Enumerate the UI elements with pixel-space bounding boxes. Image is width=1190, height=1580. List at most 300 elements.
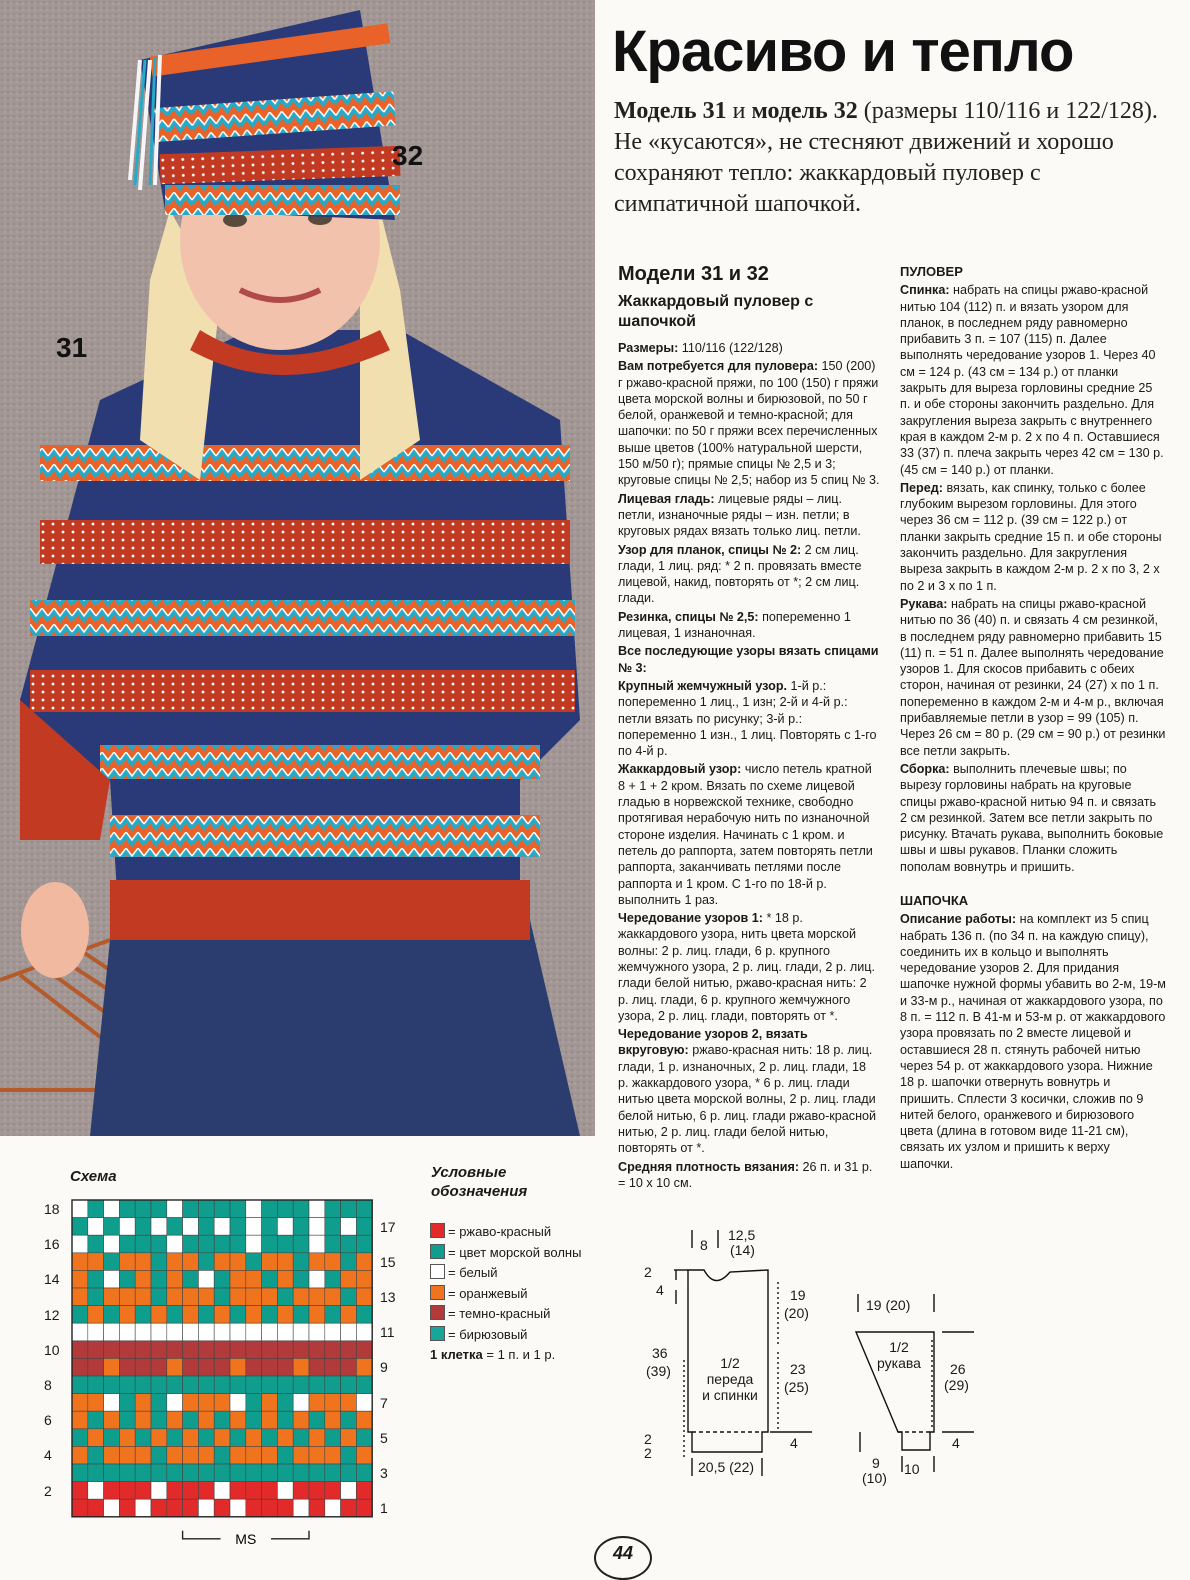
col1-paragraphs <box>618 340 880 1191</box>
chart-cell <box>356 1218 372 1236</box>
center-half: 1/2 <box>720 1355 740 1371</box>
col1-paragraph <box>618 542 880 607</box>
chart-cell <box>104 1429 120 1447</box>
chart-cell <box>341 1394 357 1412</box>
chart-cell <box>119 1253 135 1271</box>
chart-cell <box>246 1253 262 1271</box>
chart-row-number-right: 13 <box>380 1289 396 1305</box>
chart-row-number-left: 12 <box>44 1306 60 1323</box>
intro-and: и <box>726 98 752 124</box>
chart-cell <box>104 1200 120 1218</box>
chart-cell <box>104 1394 120 1412</box>
sleeve-center-half: 1/2 <box>889 1339 909 1355</box>
chart-cell <box>167 1288 183 1306</box>
chart-cell <box>214 1394 230 1412</box>
chart-cell <box>325 1288 341 1306</box>
chart-cell <box>183 1200 199 1218</box>
chart-row-number-right: 15 <box>380 1253 396 1270</box>
legend-cell-note <box>430 1345 581 1366</box>
dim-39: (39) <box>646 1363 671 1379</box>
chart-cell <box>356 1270 372 1288</box>
chart-cell <box>262 1323 278 1341</box>
col1-label: Чередование узоров 2, вязать вкруговую: <box>618 1027 808 1058</box>
chart-cell <box>309 1499 325 1517</box>
chart-cell <box>214 1499 230 1517</box>
chart-cell <box>214 1253 230 1271</box>
chart-cell <box>198 1358 214 1376</box>
chart-cell <box>246 1446 262 1464</box>
chart-cell <box>214 1270 230 1288</box>
chart-cell <box>183 1429 199 1447</box>
pullover-label: Перед: <box>900 480 943 495</box>
chart-cell <box>104 1323 120 1341</box>
pullover-label: Сборка: <box>900 761 950 776</box>
chart-cell <box>198 1235 214 1253</box>
chart-cell <box>119 1323 135 1341</box>
chart-cell <box>277 1482 293 1500</box>
chart-cell <box>183 1341 199 1359</box>
chart-cell <box>104 1306 120 1324</box>
chart-cell <box>135 1323 151 1341</box>
chart-cell <box>309 1218 325 1236</box>
chart-cell <box>183 1376 199 1394</box>
col1-text: попеременно 1 лицевая, 1 изнаночная. <box>618 609 851 641</box>
chart-cell <box>88 1499 104 1517</box>
chart-cell <box>356 1306 372 1324</box>
chart-cell <box>246 1499 262 1517</box>
col1-text: лицевые ряды – лиц. петли, изнаночные ряды – изн. петли; в круговых рядах вязать только лиц. петли. <box>618 491 861 539</box>
chart-cell <box>183 1235 199 1253</box>
chart-cell <box>325 1482 341 1500</box>
legend-swatch <box>430 1264 445 1279</box>
chart-cell <box>262 1464 278 1482</box>
chart-cell <box>230 1446 246 1464</box>
chart-cell <box>341 1411 357 1429</box>
chart-cell <box>135 1288 151 1306</box>
pullover-text: вязать, как спинку, только с более глубоким вырезом горловины. Для этого через 36 см = 112 р. (39 см = 122 р.) от планки закрыть средние 15 п. и обе стороны закончить раздельно. Для закругления выреза закрыть в каждом 2-м р. 2 х по 3, 2 х по 2 и 3 х по 1 п. <box>900 480 1162 593</box>
col1-paragraph <box>618 340 880 356</box>
chart-cell <box>151 1376 167 1394</box>
chart-cell <box>356 1394 372 1412</box>
col1-label: Узор для планок, спицы № 2: <box>618 542 802 557</box>
legend-label: = белый <box>448 1265 498 1280</box>
chart-cell <box>167 1464 183 1482</box>
chart-cell <box>325 1446 341 1464</box>
sleeve-top-width: 19 (20) <box>866 1297 911 1313</box>
chart-row-number-left: 16 <box>44 1236 60 1253</box>
dim-left-2: 2 <box>644 1264 652 1280</box>
col1-label: Размеры: <box>618 341 679 355</box>
chart-cell <box>341 1464 357 1482</box>
chart-title: Схема <box>70 1168 117 1185</box>
chart-cell <box>214 1323 230 1341</box>
chart-cell <box>72 1270 88 1288</box>
chart-cell <box>214 1376 230 1394</box>
chart-cell <box>198 1270 214 1288</box>
chart-row-number-right: 1 <box>380 1500 388 1517</box>
chart-cell <box>341 1376 357 1394</box>
chart-cell <box>356 1376 372 1394</box>
pullover-paragraphs <box>900 282 1166 875</box>
chart-cell <box>262 1358 278 1376</box>
chart-cell <box>325 1253 341 1271</box>
chart-cell <box>72 1341 88 1359</box>
chart-cell <box>104 1358 120 1376</box>
chart-cell <box>325 1341 341 1359</box>
chart-cell <box>230 1235 246 1253</box>
chart-cell <box>214 1446 230 1464</box>
chart-cell <box>309 1235 325 1253</box>
pattern-sleeve <box>850 1290 990 1480</box>
chart-cell <box>198 1499 214 1517</box>
col1-paragraph <box>618 491 880 540</box>
chart-cell <box>325 1394 341 1412</box>
chart-cell <box>277 1306 293 1324</box>
chart-cell <box>72 1306 88 1324</box>
chart-cell <box>119 1218 135 1236</box>
chart-cell <box>246 1323 262 1341</box>
col1-paragraph <box>618 910 880 1024</box>
chart-cell <box>72 1323 88 1341</box>
chart-cell <box>293 1411 309 1429</box>
chart-cell <box>309 1306 325 1324</box>
legend-label: = оранжевый <box>448 1285 528 1301</box>
legend-item <box>430 1325 581 1346</box>
chart-cell <box>277 1499 293 1517</box>
sleeve-dim-10p: (10) <box>862 1470 887 1486</box>
chart-cell <box>198 1253 214 1271</box>
chart-cell <box>230 1270 246 1288</box>
chart-cell <box>183 1288 199 1306</box>
chart-cell <box>198 1446 214 1464</box>
chart-cell <box>198 1482 214 1500</box>
chart-cell <box>151 1235 167 1253</box>
chart-cell <box>183 1482 199 1500</box>
chart-cell <box>341 1323 357 1341</box>
chart-row-number-right: 5 <box>380 1429 388 1446</box>
chart-cell <box>167 1306 183 1324</box>
chart-cell <box>246 1482 262 1500</box>
chart-cell <box>167 1218 183 1236</box>
chart-cell <box>104 1235 120 1253</box>
col1-text: 26 п. и 31 р. = 10 х 10 см. <box>618 1159 873 1190</box>
chart-cell <box>246 1358 262 1376</box>
chart-cell <box>246 1235 262 1253</box>
col1-text: ржаво-красная нить: 18 р. лиц. глади, 1 р. изнаночных, 2 р. лиц. глади, 18 р. жаккардового узора, * 6 р. лиц. глади нитью цвета морской волны, 2 р. лиц. глади белой нитью, 6 р. лиц. глади ржаво-красной нитью, 2 р. лиц. глади белой нитью, повторять от *. <box>618 1043 877 1156</box>
chart-cell <box>135 1306 151 1324</box>
chart-cell <box>356 1482 372 1500</box>
photo-label-model-31: 31 <box>56 332 88 363</box>
chart-cell <box>356 1288 372 1306</box>
sleeve-dim-26: 26 <box>950 1361 966 1377</box>
chart-cell <box>88 1446 104 1464</box>
chart-cell <box>88 1270 104 1288</box>
chart-cell <box>72 1288 88 1306</box>
chart-cell <box>293 1253 309 1271</box>
chart-cell <box>198 1394 214 1412</box>
chart-cell <box>293 1446 309 1464</box>
chart-cell <box>119 1429 135 1447</box>
legend-label: = ржаво-красный <box>448 1224 552 1239</box>
chart-cell <box>277 1323 293 1341</box>
col1-paragraph <box>618 761 880 908</box>
chart-cell <box>198 1376 214 1394</box>
legend-label: = бирюзовый <box>448 1326 528 1342</box>
chart-cell <box>119 1482 135 1500</box>
chart-cell <box>135 1394 151 1412</box>
chart-cell <box>214 1218 230 1236</box>
chart-cell <box>246 1306 262 1324</box>
legend-title: Условные обозначения <box>431 1164 528 1200</box>
pullover-paragraph <box>900 480 1166 594</box>
chart-cell <box>135 1446 151 1464</box>
chart-cell <box>183 1394 199 1412</box>
chart-cell <box>183 1306 199 1324</box>
chart-cell <box>151 1358 167 1376</box>
chart-cell <box>309 1411 325 1429</box>
chart-cell <box>135 1464 151 1482</box>
pullover-paragraph <box>900 761 1166 875</box>
pullover-heading: ПУЛОВЕР <box>900 264 963 279</box>
chart-cell <box>119 1446 135 1464</box>
chart-cell <box>183 1218 199 1236</box>
chart-cell <box>262 1306 278 1324</box>
chart-cell <box>262 1499 278 1517</box>
chart-cell <box>104 1411 120 1429</box>
chart-cell <box>167 1411 183 1429</box>
chart-cell <box>183 1464 199 1482</box>
col1-text: 150 (200) г ржаво-красной пряжи, по 100 (150) г пряжи цвета морской волны и бирюзовой, по 50 г белой, оранжевой и темно-красной; для шапочки: по 50 г пряжи всех перечисленных выше цветов (100% натуральной шерсти, 150 м/50 г); прямые спицы № 2,5 и 3; круговые спицы № 2,5; набор из 5 спиц № 3. <box>618 359 880 488</box>
chart-cell <box>88 1235 104 1253</box>
dim-right-4: 4 <box>790 1435 798 1451</box>
chart-cell <box>135 1341 151 1359</box>
dim-12-5: 12,5 <box>728 1227 756 1243</box>
pullover-text: выполнить плечевые швы; по вырезу горловины набрать на круговые спицы ржаво-красной нитью 94 п. и связать 2 см резинкой. Затем все петли закрыть по рисунку. Втачать рукава, выполнить боковые швы и швы рукавов. Планки сложить пополам вовнутрь и пришить. <box>900 761 1164 874</box>
chart-row-number-left: 4 <box>44 1447 52 1464</box>
chart-cell <box>135 1482 151 1500</box>
dim-25: (25) <box>784 1379 809 1395</box>
dim-8: 8 <box>700 1237 708 1253</box>
chart-cell <box>356 1358 372 1376</box>
col1-label: Крупный жемчужный узор. <box>618 678 788 693</box>
chart-cell <box>230 1253 246 1271</box>
chart-cell <box>341 1482 357 1500</box>
chart-cell <box>88 1411 104 1429</box>
chart-cell <box>119 1394 135 1412</box>
hat-paragraphs <box>900 911 1166 1172</box>
chart-cell <box>151 1429 167 1447</box>
chart-row-number-right: 3 <box>380 1465 388 1481</box>
chart-cell <box>293 1394 309 1412</box>
chart-cell <box>262 1394 278 1412</box>
chart-cell <box>356 1499 372 1517</box>
legend-cell-note-text: = 1 п. и 1 р. <box>482 1347 556 1362</box>
chart-row-number-right: 17 <box>380 1218 396 1235</box>
dim-36: 36 <box>652 1345 668 1361</box>
hat-label: Описание работы: <box>900 912 1017 927</box>
chart-cell <box>341 1200 357 1218</box>
chart-cell <box>72 1464 88 1482</box>
chart-cell <box>230 1482 246 1500</box>
chart-cell <box>356 1429 372 1447</box>
sleeve-dim-4: 4 <box>952 1435 960 1451</box>
chart-cell <box>293 1464 309 1482</box>
chart-cell <box>356 1253 372 1271</box>
chart-cell <box>72 1429 88 1447</box>
chart-cell <box>183 1411 199 1429</box>
chart-cell <box>198 1288 214 1306</box>
chart-cell <box>151 1200 167 1218</box>
chart-cell <box>151 1482 167 1500</box>
chart-cell <box>293 1341 309 1359</box>
chart-cell <box>151 1394 167 1412</box>
chart-cell <box>214 1358 230 1376</box>
col1-text: * 18 р. жаккардового узора, нить цвета морской волны: 2 р. лиц. глади, 6 р. крупного жемчужного узора, 2 р. лиц. глади, 2 р. лиц. глади белой нитью, ржаво-красная нить: 2 р. лиц. глади, 6 р. крупного жемчужного узора, 2 р. лиц. глади, повторять от *. <box>618 911 875 1023</box>
chart-cell <box>119 1376 135 1394</box>
pullover-paragraph <box>900 596 1166 759</box>
hand <box>21 882 89 978</box>
dim-14: (14) <box>730 1242 755 1258</box>
dim-left-2c: 2 <box>644 1445 652 1461</box>
chart-cell <box>246 1394 262 1412</box>
pullover-paragraph <box>900 282 1166 478</box>
chart-cell <box>277 1411 293 1429</box>
chart-cell <box>356 1200 372 1218</box>
col1-paragraph <box>618 358 880 488</box>
col1-paragraph <box>618 678 880 759</box>
chart-cell <box>309 1394 325 1412</box>
chart-cell <box>309 1376 325 1394</box>
chart-cell <box>167 1200 183 1218</box>
chart-cell <box>246 1200 262 1218</box>
intro-model-32: модель 32 <box>751 98 858 124</box>
chart-cell <box>341 1270 357 1288</box>
jeans <box>90 920 580 1136</box>
chart-cell <box>167 1376 183 1394</box>
chart-cell <box>88 1429 104 1447</box>
chart-cell <box>135 1499 151 1517</box>
sleeve-dim-29: (29) <box>944 1377 969 1393</box>
chart-cell <box>167 1482 183 1500</box>
chart-cell <box>356 1323 372 1341</box>
chart-cell <box>325 1376 341 1394</box>
chart-cell <box>198 1464 214 1482</box>
chart-cell <box>230 1218 246 1236</box>
chart-cell <box>183 1253 199 1271</box>
chart-cell <box>104 1464 120 1482</box>
legend-label: = цвет морской волны <box>448 1244 582 1260</box>
chart-cell <box>72 1499 88 1517</box>
chart-row-number-left: 10 <box>44 1341 60 1358</box>
chart-cell <box>277 1341 293 1359</box>
legend-item <box>430 1284 581 1305</box>
chart-cell <box>341 1218 357 1236</box>
chart-cell <box>151 1446 167 1464</box>
chart-cell <box>293 1200 309 1218</box>
chart-cell <box>214 1200 230 1218</box>
col1-paragraph <box>618 643 880 676</box>
pullover-text: набрать на спицы ржаво-красной нитью по 36 (40) п. и связать 4 см резинкой, в последнем ряду равномерно прибавить 15 (11) п. = 51 п. Далее выполнять чередование узоров 1. Для скосов прибавить с обеих сторон, начиная от резинки, 24 (27) х по 1 п. попеременно в каждом 2-м и 4-м р., включая прибавляемые петли в узор = 99 (105) п. Через 26 см = 80 р. (29 см = 90 р.) от резинки все петли закрыть. <box>900 596 1166 758</box>
chart-cell <box>262 1200 278 1218</box>
chart-cell <box>198 1429 214 1447</box>
chart-cell <box>214 1288 230 1306</box>
chart-cell <box>88 1341 104 1359</box>
chart-cell <box>151 1253 167 1271</box>
chart-cell <box>72 1253 88 1271</box>
chart-cell <box>309 1270 325 1288</box>
chart-cell <box>325 1411 341 1429</box>
chart-row-number-right: 9 <box>380 1359 388 1376</box>
intro-paragraph <box>614 96 1174 220</box>
chart-cell <box>277 1235 293 1253</box>
chart-cell <box>293 1323 309 1341</box>
chart-cell <box>72 1200 88 1218</box>
dim-20: (20) <box>784 1305 809 1321</box>
chart-cell <box>151 1411 167 1429</box>
chart-cell <box>167 1323 183 1341</box>
sleeve-center-label: рукава <box>877 1355 921 1371</box>
chart-cell <box>341 1429 357 1447</box>
chart-cell <box>104 1376 120 1394</box>
chart-cell <box>151 1306 167 1324</box>
chart-cell <box>198 1200 214 1218</box>
chart-cell <box>104 1482 120 1500</box>
chart-cell <box>230 1394 246 1412</box>
chart-cell <box>230 1306 246 1324</box>
chart-cell <box>214 1341 230 1359</box>
chart-cell <box>325 1429 341 1447</box>
chart-cell <box>88 1464 104 1482</box>
chart-cell <box>183 1446 199 1464</box>
chart-cell <box>341 1446 357 1464</box>
dim-23: 23 <box>790 1361 806 1377</box>
chart-cell <box>167 1499 183 1517</box>
chart-cell <box>246 1411 262 1429</box>
chart-row-number-left: 2 <box>44 1482 52 1499</box>
chart-cell <box>230 1358 246 1376</box>
chart-cell <box>277 1270 293 1288</box>
col1-label: Лицевая гладь: <box>618 491 715 506</box>
dim-bottom-width: 20,5 (22) <box>698 1459 755 1475</box>
chart-cell <box>277 1200 293 1218</box>
ms-label: MS <box>235 1530 257 1547</box>
chart-cell <box>151 1499 167 1517</box>
chart-cell <box>183 1499 199 1517</box>
chart-cell <box>198 1411 214 1429</box>
chart-cell <box>262 1218 278 1236</box>
chart-row-number-left: 18 <box>44 1201 60 1217</box>
photo-illustration <box>0 0 595 1136</box>
chart-cell <box>230 1376 246 1394</box>
chart-cell <box>325 1306 341 1324</box>
chart-cell <box>135 1358 151 1376</box>
chart-cell <box>135 1200 151 1218</box>
chart-cell <box>293 1429 309 1447</box>
chart-cell <box>104 1288 120 1306</box>
chart-cell <box>88 1218 104 1236</box>
chart-cell <box>72 1482 88 1500</box>
chart-cell <box>119 1306 135 1324</box>
chart-cell <box>151 1341 167 1359</box>
chart-cell <box>230 1499 246 1517</box>
chart-cell <box>167 1394 183 1412</box>
chart-cell <box>88 1288 104 1306</box>
chart-cell <box>341 1499 357 1517</box>
chart-cell <box>341 1306 357 1324</box>
col1-label: Средняя плотность вязания: <box>618 1159 800 1174</box>
pullover-label: Рукава: <box>900 596 948 611</box>
chart-cell <box>72 1218 88 1236</box>
